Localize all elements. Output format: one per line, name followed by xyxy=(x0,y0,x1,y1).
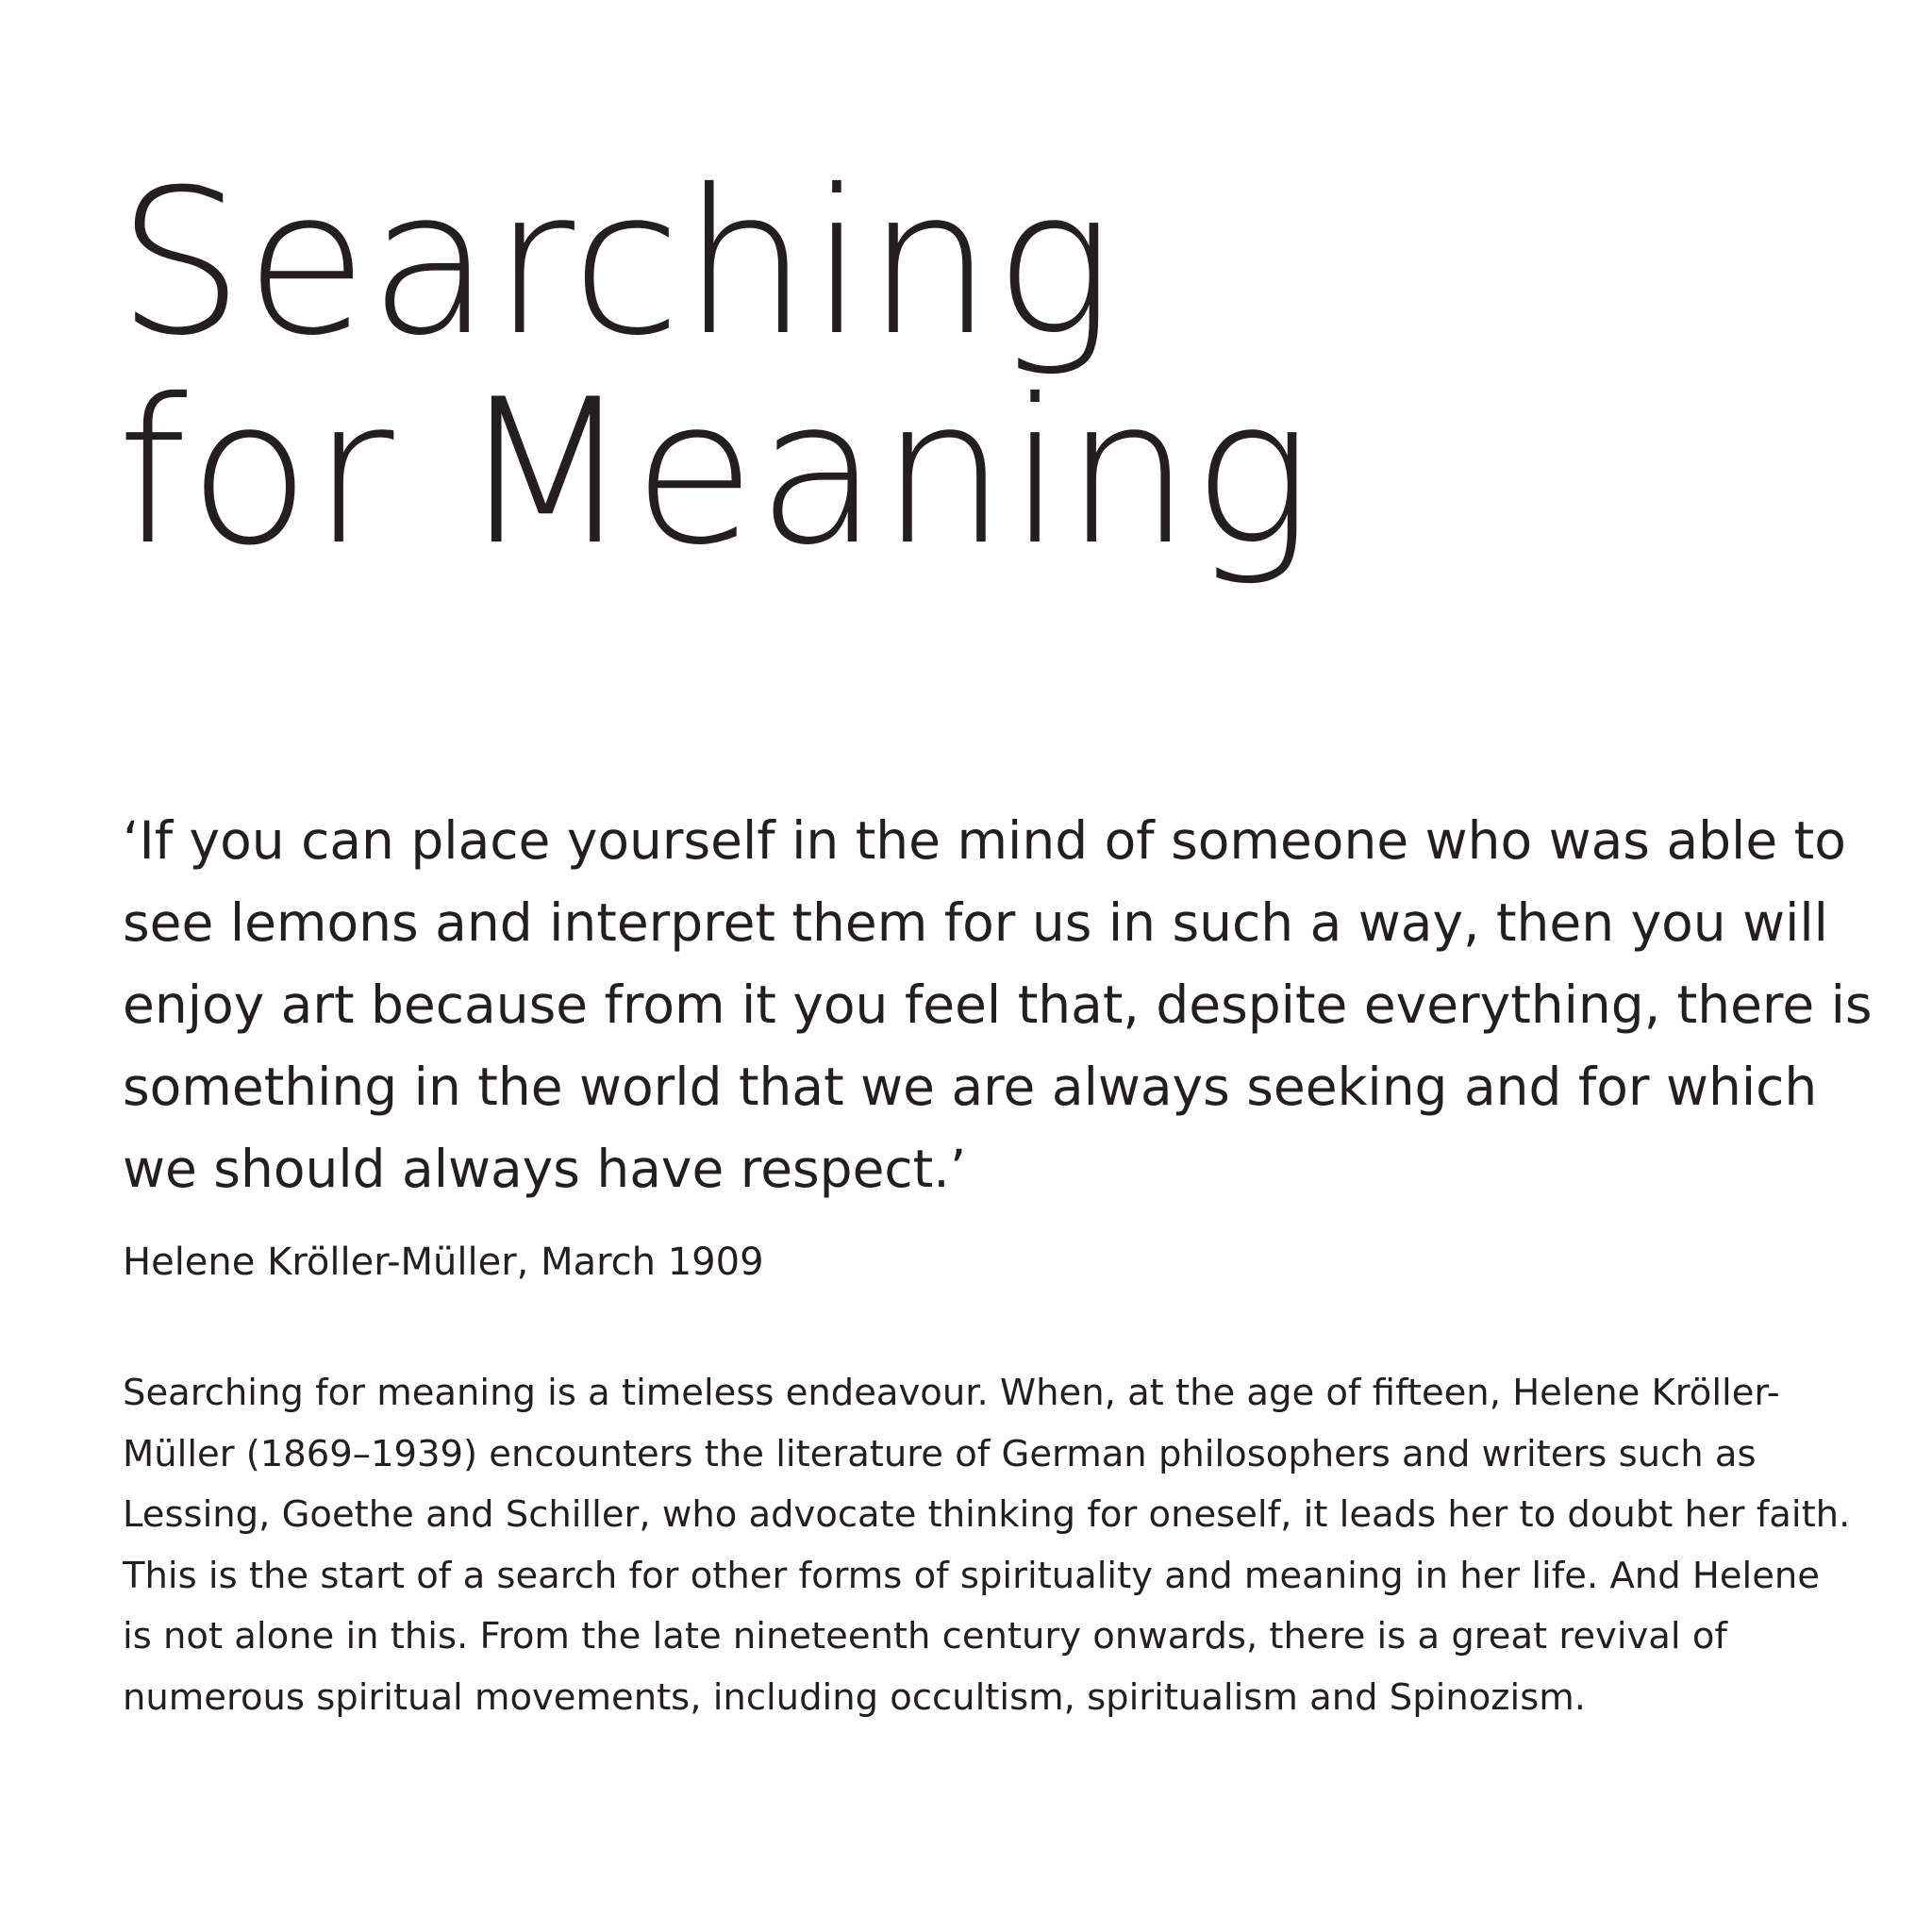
page-title-line-2: for Meaning xyxy=(117,356,1313,589)
quote-text: ‘If you can place yourself in the mind of someone who was able to see lemons and interpret them for us in such a way, then you will enjoy art because from it you feel that, despite everything, there is something in the world that we are always seeking and for which we should always have respect.’ xyxy=(123,810,1873,1199)
quote-attribution: Helene Kröller-Müller, March 1909 xyxy=(123,1241,764,1284)
page-title xyxy=(117,146,1313,589)
page-title-line-1: Searching xyxy=(117,146,1115,379)
body-paragraph: Searching for meaning is a timeless endeavour. When, at the age of fifteen, Helene Kröller-Müller (1869–1939) encounters the literature of German philosophers and writers such as Lessing, Goethe and Schiller, who advocate thinking for oneself, it leads her to doubt her faith. This is the start of a search for other forms of spirituality and meaning in her life. And Helene is not alone in this. From the late nineteenth century onwards, there is a great revival of numerous spiritual movements, including occultism, spiritualism and Spinozism. xyxy=(123,1372,1851,1719)
